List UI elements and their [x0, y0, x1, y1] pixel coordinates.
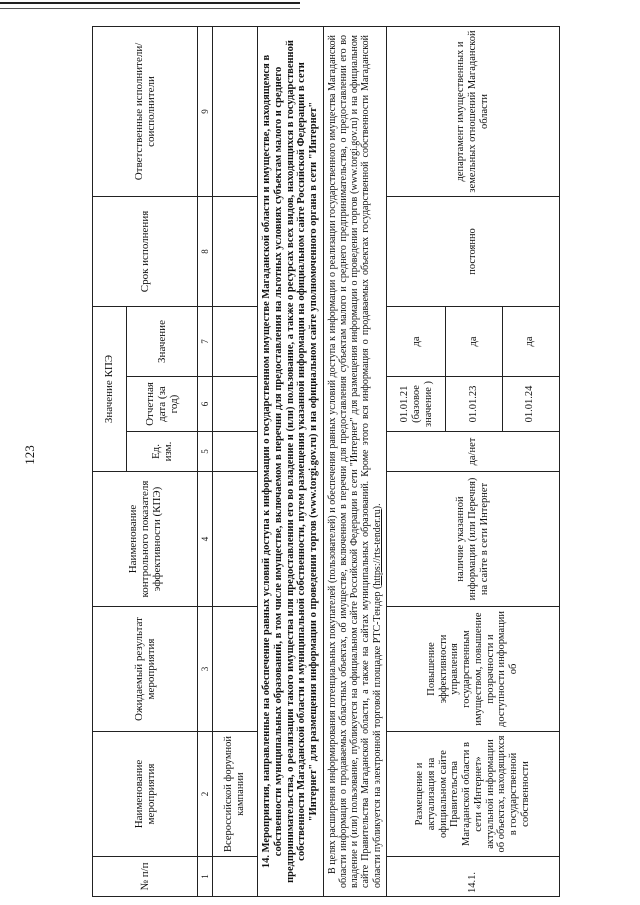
col-number: 4 — [198, 472, 213, 607]
rotated-table-area — [92, 27, 617, 897]
header-unit: Ед. изм. — [127, 432, 198, 472]
table-row-14-1 — [386, 26, 559, 896]
section-14-title-row — [258, 26, 324, 896]
row-14-1-values: да да да — [386, 306, 559, 376]
col-number: 8 — [198, 196, 213, 306]
rts-tender-link[interactable]: https://rts-tender.ru — [371, 509, 383, 586]
col-number: 2 — [198, 732, 213, 857]
header-kpe-group: Значение КПЭ — [93, 306, 127, 471]
row-14-1-term: постоянно — [386, 196, 559, 306]
page-number: 123 — [22, 445, 37, 465]
col-number: 1 — [198, 857, 213, 897]
top-rule — [0, 0, 640, 14]
header-value: Значение — [127, 306, 198, 376]
table-row-prev — [213, 26, 258, 896]
col-number: 7 — [198, 306, 213, 376]
header-responsible: Ответственные исполнители/ соисполнители — [93, 26, 198, 196]
header-name: Наименование мероприятия — [93, 732, 198, 857]
col-number: 3 — [198, 607, 213, 732]
header-report-date: Отчетная дата (за год) — [127, 377, 198, 432]
section-14-description: В целях расширения информирования потенциальных покупателей (пользователей) и обеспечения равных условий доступа к информации о реализации государственного имущества Магаданской области информация о продаваемых областных объектах, об имуществе, включенном в перечни для предоставления субъектам малого и среднего предпринимательства, о предоставлении его во владение и (или) пользование, публикуется на официальном сайте Российской Федерации в сети "Интернет" для размещения информации о проведении торгов (www.torgi.gov.ru) и на официальном сайте Правительства Магаданской области, а также на сайтах муниципальных образований. Кроме этого вся информация о продаваемых объектах государственной собственности Магаданской области публикуется на электронной торговой площадке РТС-Тендер (https://rts-tender.ru). — [323, 26, 386, 896]
row-14-1-num: 14.1. — [386, 857, 559, 897]
row-14-1-responsible: департамент имущественных и земельных отношений Магаданской области — [386, 26, 559, 196]
section-14-description-row — [323, 26, 386, 896]
section-14-title: 14. Мероприятия, направленные на обеспечение равных условий доступа к информации о государственном имуществе Магаданской области и имуществе, находящемся в собственности муниципальных образований, в том числе имуществе, включаемом в перечни для предоставления на льготных условиях субъектам малого и среднего предпринимательства, о реализации такого имущества или предоставлении его во владение и (или) пользование, а также о ресурсах всех видов, находящихся в государственной собственности Магаданской области и муниципальной собственности, путем размещения указанной информации на официальном сайте Российской Федерации в сети "Интернет" для размещения информации о проведении торгов (www.torgi.gov.ru) и на официальном сайте уполномоченного органа в сети "Интернет" — [258, 26, 324, 896]
header-num: № п/п — [93, 857, 198, 897]
header-term: Срок исполнения — [93, 196, 198, 306]
col-number: 9 — [198, 26, 213, 196]
col-number: 6 — [198, 377, 213, 432]
col-number: 5 — [198, 432, 213, 472]
row-14-1-unit: да/нет — [386, 432, 559, 472]
row-14-1-dates: 01.01.21 (базовое значение ) 01.01.23 01.01.24 — [386, 377, 559, 432]
column-numbers-row — [198, 26, 213, 896]
row-14-1-name: Размещение и актуализация на официальном сайте Правительства Магаданской области в сети «Интернет» актуальной информации об объектах, находящихся в государственной собственности — [386, 732, 559, 857]
row-14-1-kpe: наличие указанной информации (или Перечня) на сайте в сети Интернет — [386, 472, 559, 607]
header-kpe-name: Наименование контрольного показателя эффективности (КПЭ) — [93, 472, 198, 607]
row-14-1-result: Повышение эффективности управления государственным имуществом, повышение прозрачности и доступности информации об — [386, 607, 559, 732]
prev-row-name: Всероссийской форумной кампании — [213, 732, 258, 857]
header-result: Ожидаемый результат мероприятия — [93, 607, 198, 732]
measures-table — [92, 26, 560, 897]
